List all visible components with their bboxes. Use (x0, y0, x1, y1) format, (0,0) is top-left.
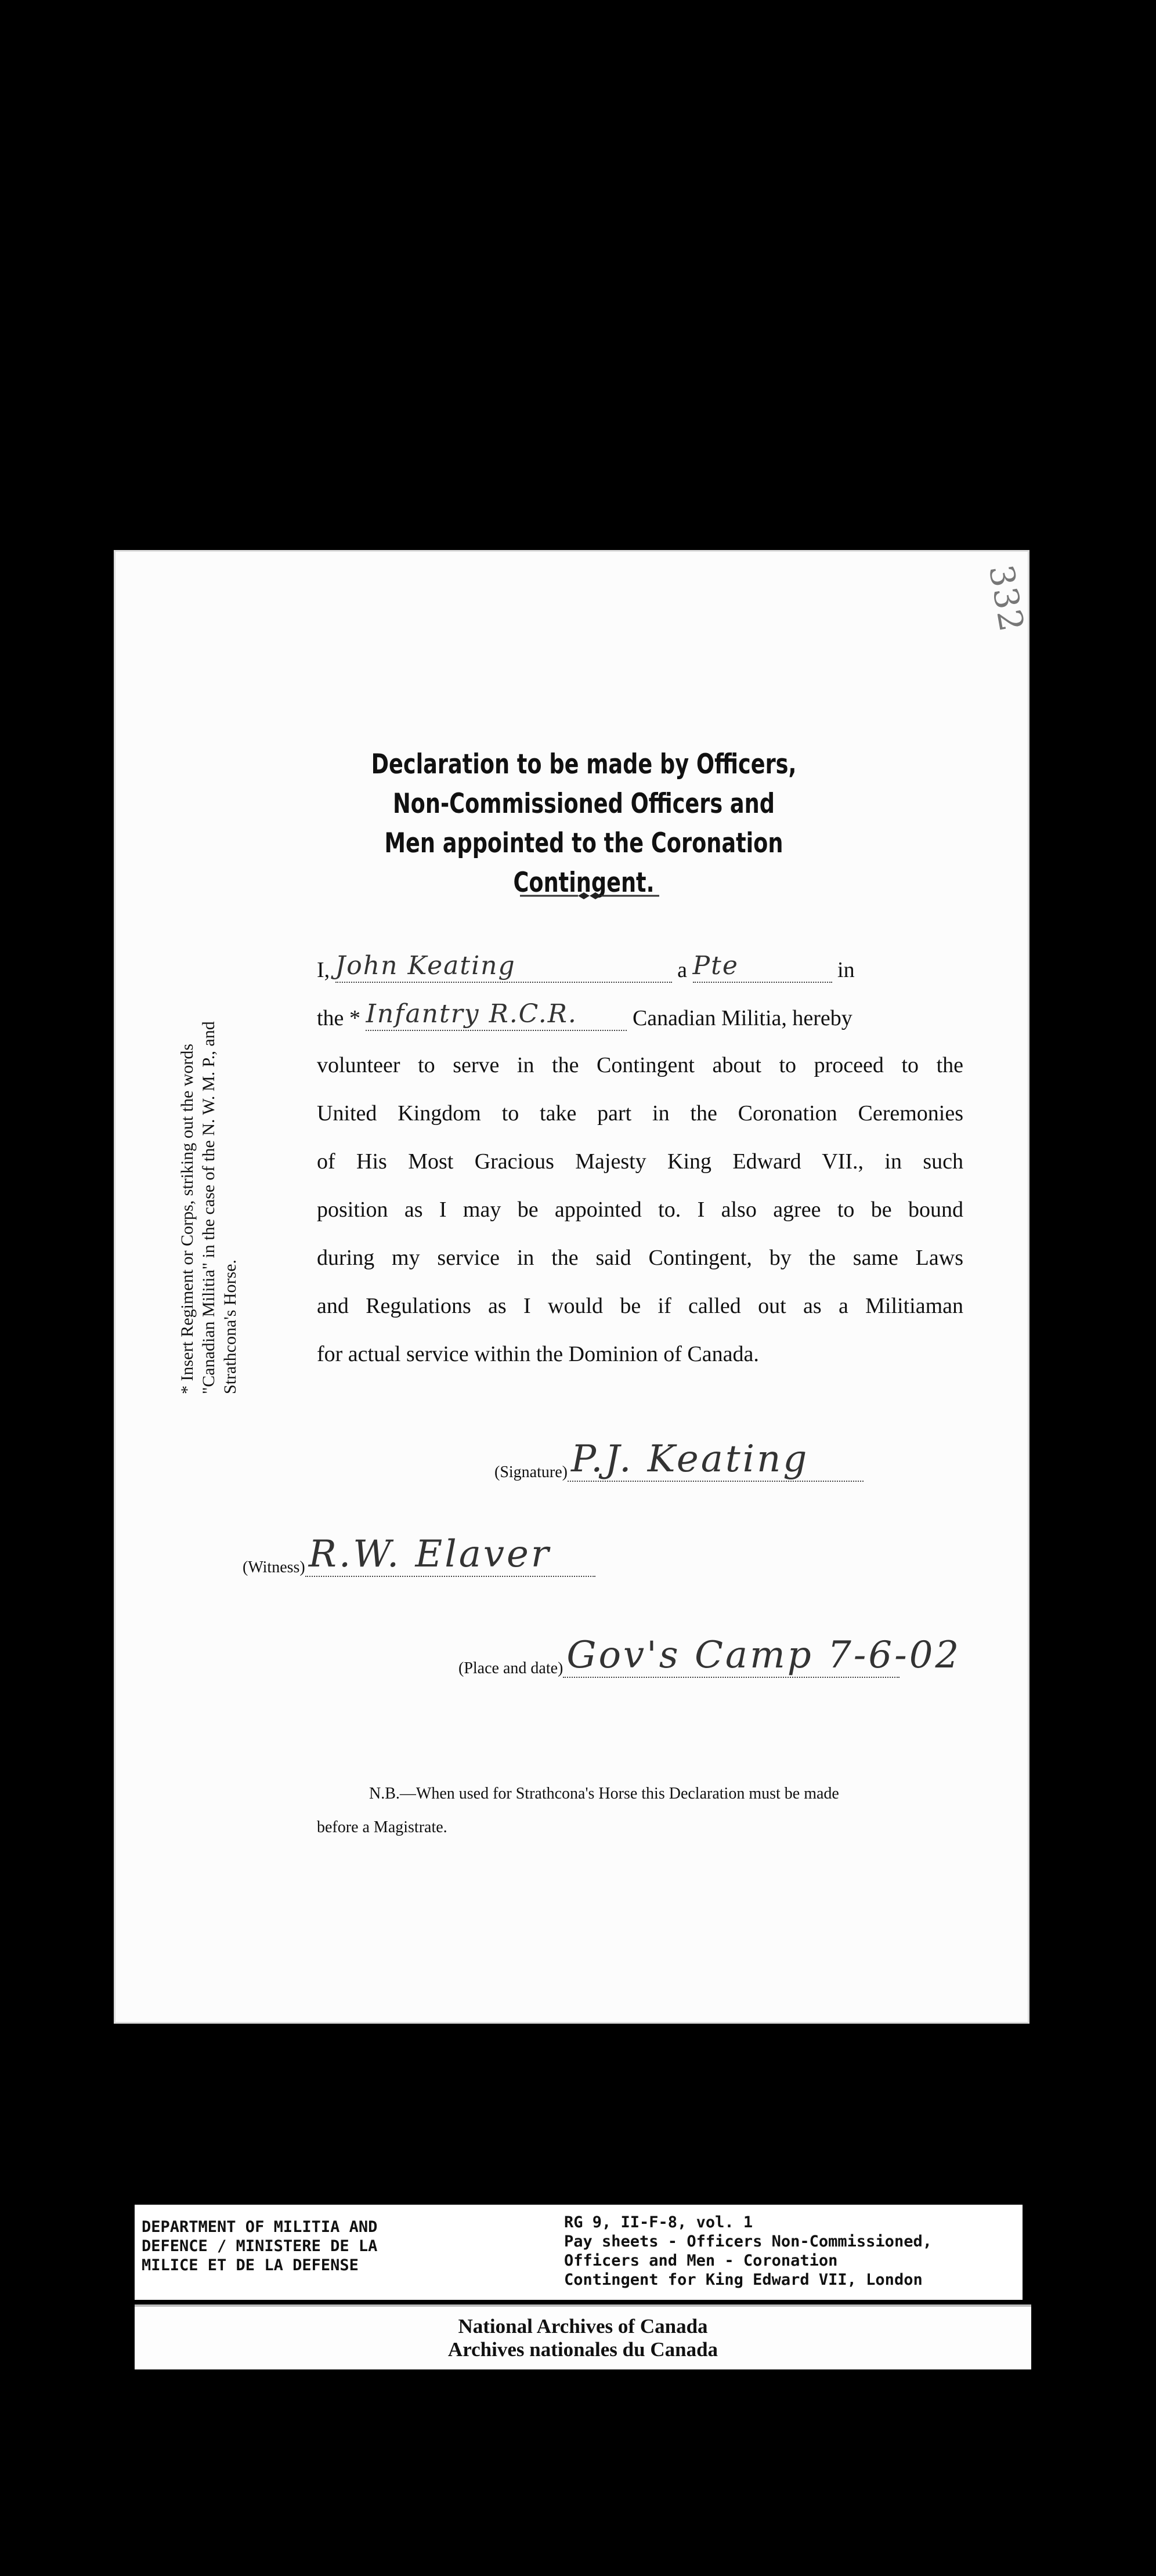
title-line-1: Declaration to be made by Officers, Non-Commissioned Officers and (371, 748, 797, 820)
page-title (353, 745, 815, 903)
body-line-2 (317, 999, 963, 1052)
witness-row (243, 1533, 595, 1577)
the-text: the (317, 1006, 344, 1030)
place-date-row (458, 1634, 962, 1678)
side-note-line-3: Strathcona's Horse. (221, 1259, 240, 1394)
body-line-6: position as I may be appointed to. I also agree to be bound (317, 1197, 963, 1222)
ornament-divider (520, 890, 659, 902)
place-date-label: (Place and date) (458, 1659, 563, 1677)
document-page (114, 550, 1032, 2024)
witness-label: (Witness) (243, 1558, 305, 1576)
archives-name-fr: Archives nationales du Canada (447, 2338, 718, 2361)
record-group-text: RG 9, II-F-8, vol. 1 Pay sheets - Officers Non-Commissioned, Officers and Men - Coronation Contingent for King Edward VII, London (564, 2213, 932, 2289)
witness-handwritten: R.W. Elaver (308, 1533, 551, 1576)
department-text: DEPARTMENT OF MILITIA AND DEFENCE / MINISTERE DE LA MILICE ET DE LA DEFENSE (142, 2218, 378, 2274)
nb-line-2: before a Magistrate. (317, 1818, 447, 1836)
side-note-line-1: * Insert Regiment or Corps, striking out the words (178, 1043, 197, 1394)
rank-field (692, 951, 832, 983)
archives-name-en: National Archives of Canada (458, 2315, 708, 2338)
body-line-4: United Kingdom to take part in the Coronation Ceremonies (317, 1101, 963, 1126)
article-text: a (677, 958, 688, 982)
body-line-7: during my service in the said Contingent, by the same Laws (317, 1246, 963, 1270)
side-note-line-2: "Canadian Militia" in the case of the N. W. M. P., and (199, 1021, 218, 1394)
pronoun-text: I, (317, 958, 330, 982)
signature-label: (Signature) (494, 1463, 568, 1481)
body-line-5: of His Most Gracious Majesty King Edward VII., in such (317, 1149, 963, 1174)
side-note (176, 988, 241, 1394)
militia-text: Canadian Militia, hereby (632, 1006, 852, 1030)
page-number: 332 (981, 562, 1032, 636)
place-date-handwritten: Gov's Camp 7-6-02 (566, 1634, 962, 1677)
rank-handwritten: Pte (692, 951, 739, 981)
archives-banner (135, 2304, 1031, 2369)
archive-reference-label (135, 2205, 1023, 2300)
declaration-body (317, 951, 963, 1390)
body-line-8: and Regulations as I would be if called out as a Militiaman (317, 1294, 963, 1318)
unit-field (366, 999, 627, 1031)
unit-handwritten: Infantry R.C.R. (366, 999, 577, 1029)
signature-field (568, 1438, 864, 1482)
title-line-2: Men appointed to the Coronation Contingent. (384, 827, 783, 899)
nb-line-1: N.B.—When used for Strathcona's Horse this Declaration must be made (369, 1785, 839, 1803)
body-line-9: for actual service within the Dominion of Canada. (317, 1342, 759, 1366)
name-field (335, 951, 672, 983)
signature-row (494, 1438, 864, 1482)
asterisk-text: * (349, 1006, 360, 1030)
in-text: in (837, 958, 855, 982)
body-line-1 (317, 951, 963, 1004)
body-line-3: volunteer to serve in the Contingent about to proceed to the (317, 1053, 963, 1077)
nota-bene (317, 1777, 967, 1844)
place-date-field (563, 1634, 962, 1678)
signature-handwritten: P.J. Keating (570, 1438, 810, 1481)
name-handwritten: John Keating (335, 951, 516, 981)
witness-field (305, 1533, 595, 1577)
